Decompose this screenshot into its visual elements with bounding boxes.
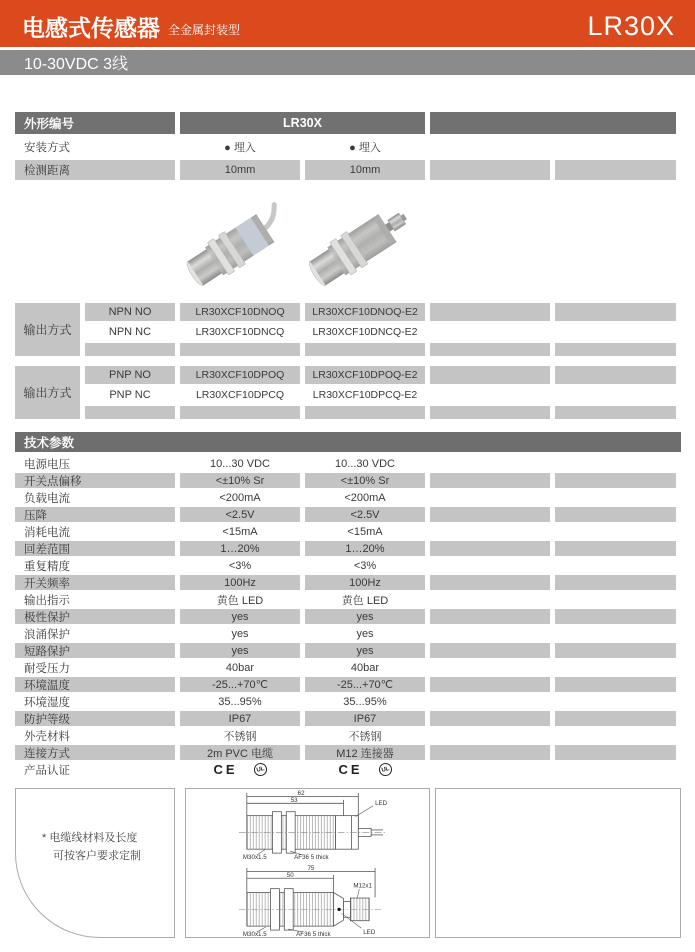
param-value: <2.5V bbox=[305, 507, 425, 522]
param-label: 产品认证 bbox=[24, 764, 70, 777]
param-value: yes bbox=[180, 609, 300, 624]
voltage-bar: 10-30VDC 3线 bbox=[0, 50, 695, 75]
param-value: <200mA bbox=[219, 491, 261, 504]
image-row-empty bbox=[555, 232, 676, 252]
param-value: 40bar bbox=[225, 661, 255, 674]
param-label: 环境温度 bbox=[15, 677, 175, 692]
tech-params-header: 技术参数 bbox=[15, 432, 681, 452]
dimension-drawings-box bbox=[185, 788, 430, 938]
param-row bbox=[15, 609, 681, 624]
selection-header-row bbox=[15, 112, 681, 134]
cell-empty bbox=[555, 406, 676, 419]
cell-empty bbox=[305, 343, 425, 356]
cell-empty bbox=[430, 524, 550, 539]
led-label-connector: LED bbox=[363, 929, 376, 936]
param-row bbox=[15, 643, 681, 658]
param-label: 负载电流 bbox=[24, 492, 70, 505]
param-row bbox=[15, 575, 681, 590]
model-number: LR30XCF10DPCQ-E2 bbox=[312, 389, 418, 401]
dim-overall-connector: 75 bbox=[307, 864, 315, 872]
param-label: 回差范围 bbox=[15, 541, 175, 556]
ce-mark: CE bbox=[338, 762, 363, 777]
output-type: NPN NC bbox=[108, 326, 152, 338]
sensor-photo-cable bbox=[180, 187, 300, 297]
output-mode-label: 输出方式 bbox=[15, 303, 80, 356]
param-value: 黄色 LED bbox=[341, 594, 389, 607]
param-label: 耐受压力 bbox=[24, 662, 70, 675]
bottom-section bbox=[15, 788, 681, 938]
cell-empty bbox=[430, 694, 550, 709]
param-row bbox=[15, 524, 681, 539]
cell-empty bbox=[555, 694, 676, 709]
cell-empty bbox=[555, 490, 676, 505]
cell-empty bbox=[305, 406, 425, 419]
param-label: 极性保护 bbox=[15, 609, 175, 624]
cell-empty bbox=[555, 660, 676, 675]
cell-empty bbox=[555, 541, 676, 556]
ce-mark: CE bbox=[213, 762, 238, 777]
cell-empty bbox=[555, 762, 676, 777]
model-number: LR30XCF10DNOQ-E2 bbox=[305, 303, 425, 321]
output-type: NPN NO bbox=[85, 303, 175, 321]
model-number: LR30XCF10DPOQ-E2 bbox=[305, 366, 425, 384]
param-value: -25...+70℃ bbox=[180, 677, 300, 692]
series-header: LR30X bbox=[180, 112, 425, 134]
param-value: yes bbox=[305, 643, 425, 658]
param-label: 电源电压 bbox=[24, 458, 70, 471]
selection-row bbox=[15, 137, 681, 157]
drawing-cable-version bbox=[239, 790, 388, 861]
param-row bbox=[15, 711, 681, 726]
cell-empty bbox=[430, 366, 550, 384]
cell-empty bbox=[430, 303, 550, 321]
page-subtitle: 全金属封装型 bbox=[168, 23, 241, 37]
thread-label-connector: M30x1.5 bbox=[242, 931, 267, 936]
cell-empty bbox=[430, 473, 550, 488]
sensor-cable-illustration bbox=[180, 187, 300, 297]
output-block bbox=[15, 366, 681, 419]
param-value: 40bar bbox=[350, 661, 380, 674]
param-row bbox=[15, 490, 681, 505]
param-value: 黄色 LED bbox=[216, 594, 264, 607]
model-number: LR30XCF10DNCQ-E2 bbox=[312, 326, 418, 338]
series-model: LR30X bbox=[587, 11, 675, 41]
param-value: 不锈钢 bbox=[223, 730, 257, 743]
ul-mark: UL bbox=[252, 762, 268, 778]
param-value: 不锈钢 bbox=[348, 730, 382, 743]
image-row-spacer bbox=[15, 232, 175, 252]
param-value: <±10% Sr bbox=[180, 473, 300, 488]
param-value: <2.5V bbox=[180, 507, 300, 522]
cell-empty bbox=[430, 507, 550, 522]
param-label: 环境湿度 bbox=[24, 696, 70, 709]
sensor-photo-connector bbox=[305, 187, 425, 297]
cell-empty bbox=[555, 609, 676, 624]
param-value: 10...30 VDC bbox=[210, 457, 270, 470]
drawing-connector-version bbox=[239, 865, 381, 936]
nut-label-connector: AF36 5 thick bbox=[296, 931, 331, 936]
cell-empty bbox=[180, 343, 300, 356]
dim-overall-cable: 62 bbox=[297, 790, 305, 797]
param-value: 35...95% bbox=[343, 695, 387, 708]
param-row bbox=[15, 456, 681, 471]
param-label: 重复精度 bbox=[24, 560, 70, 573]
cell-empty bbox=[430, 386, 550, 404]
param-value: <15mA bbox=[222, 525, 258, 538]
cell-value: ● 埋入 bbox=[224, 142, 256, 154]
cell-empty bbox=[430, 558, 550, 573]
cell-empty bbox=[430, 575, 550, 590]
param-label: 开关点偏移 bbox=[15, 473, 175, 488]
series-header-empty bbox=[430, 112, 676, 134]
model-number: LR30XCF10DNOQ bbox=[180, 303, 300, 321]
cell-empty bbox=[555, 160, 676, 180]
nut-label-cable: AF36 5 thick bbox=[294, 854, 329, 862]
param-value: IP67 bbox=[305, 711, 425, 726]
cell-empty bbox=[430, 643, 550, 658]
param-value: -25...+70℃ bbox=[305, 677, 425, 692]
cell-value: ● 埋入 bbox=[349, 142, 381, 154]
param-row bbox=[15, 541, 681, 556]
param-label: 压降 bbox=[15, 507, 175, 522]
cell-empty bbox=[180, 406, 300, 419]
cell-empty bbox=[555, 711, 676, 726]
param-value: <3% bbox=[228, 559, 252, 572]
param-row bbox=[15, 626, 681, 641]
cell-empty bbox=[430, 711, 550, 726]
param-value: <±10% Sr bbox=[305, 473, 425, 488]
cell-empty bbox=[555, 456, 676, 471]
cell-empty bbox=[430, 323, 550, 341]
cell-empty bbox=[430, 456, 550, 471]
image-row-empty bbox=[430, 232, 550, 252]
selection-rows bbox=[15, 137, 681, 180]
param-value: 100Hz bbox=[180, 575, 300, 590]
param-rows bbox=[15, 456, 681, 777]
cell-empty bbox=[85, 406, 175, 419]
cell-empty bbox=[430, 406, 550, 419]
output-type: PNP NC bbox=[109, 389, 151, 401]
param-value: yes bbox=[356, 627, 374, 640]
cell-empty bbox=[430, 541, 550, 556]
param-value: <200mA bbox=[344, 491, 386, 504]
param-row bbox=[15, 762, 681, 777]
dim-thread-cable: 53 bbox=[290, 797, 298, 805]
header-bar bbox=[0, 0, 695, 47]
param-label: 连接方式 bbox=[15, 745, 175, 760]
cell-empty bbox=[555, 592, 676, 607]
param-row bbox=[15, 694, 681, 709]
selection-row bbox=[15, 160, 681, 180]
footnote-line1: * 电缆线材料及长度 bbox=[42, 832, 138, 845]
cell-empty bbox=[555, 643, 676, 658]
cell-empty bbox=[555, 626, 676, 641]
cell-empty bbox=[430, 660, 550, 675]
param-value: 10...30 VDC bbox=[335, 457, 395, 470]
cell-empty bbox=[555, 137, 676, 157]
cell-empty bbox=[555, 386, 676, 404]
model-number: LR30XCF10DPOQ bbox=[180, 366, 300, 384]
param-label: 短路保护 bbox=[15, 643, 175, 658]
cell-empty bbox=[430, 626, 550, 641]
model-number: LR30XCF10DPCQ bbox=[195, 389, 285, 401]
param-value: yes bbox=[180, 643, 300, 658]
output-mode-label: 输出方式 bbox=[15, 366, 80, 419]
param-label: 消耗电流 bbox=[24, 526, 70, 539]
cell-empty bbox=[555, 507, 676, 522]
model-number: LR30XCF10DNCQ bbox=[195, 326, 285, 338]
row-label: 安装方式 bbox=[24, 142, 70, 154]
cell-empty bbox=[555, 558, 676, 573]
cell-empty bbox=[430, 592, 550, 607]
led-label-cable: LED bbox=[375, 799, 388, 807]
param-value: 35...95% bbox=[218, 695, 262, 708]
param-row bbox=[15, 592, 681, 607]
param-row bbox=[15, 507, 681, 522]
footnote-box bbox=[15, 788, 175, 938]
cell-empty bbox=[555, 524, 676, 539]
cell-empty bbox=[555, 366, 676, 384]
product-images-row bbox=[15, 183, 681, 301]
footnote-line2: 可按客户要求定制 bbox=[53, 850, 141, 862]
param-row bbox=[15, 660, 681, 675]
param-row bbox=[15, 677, 681, 692]
param-value: 2m PVC 电缆 bbox=[180, 745, 300, 760]
cell-value: 10mm bbox=[305, 160, 425, 180]
param-value: M12 连接器 bbox=[305, 745, 425, 760]
cell-empty bbox=[555, 745, 676, 760]
cell-empty bbox=[555, 303, 676, 321]
page-title: 电感式传感器 bbox=[22, 15, 160, 41]
param-row bbox=[15, 728, 681, 743]
certification-marks bbox=[180, 762, 300, 777]
param-value: 100Hz bbox=[305, 575, 425, 590]
sensor-connector-illustration bbox=[305, 187, 425, 297]
param-value: <15mA bbox=[347, 525, 383, 538]
cell-empty bbox=[430, 137, 550, 157]
empty-drawings-box bbox=[435, 788, 681, 938]
connector-label: M12x1 bbox=[353, 882, 372, 890]
param-label: 外壳材料 bbox=[24, 730, 70, 743]
led-dot bbox=[337, 908, 340, 911]
param-value: 1…20% bbox=[180, 541, 300, 556]
cell-empty bbox=[555, 575, 676, 590]
param-label: 防护等级 bbox=[15, 711, 175, 726]
param-row bbox=[15, 745, 681, 760]
cell-empty bbox=[430, 728, 550, 743]
cell-empty bbox=[430, 677, 550, 692]
certification-marks bbox=[305, 762, 425, 777]
cell-empty bbox=[555, 677, 676, 692]
cell-empty bbox=[555, 323, 676, 341]
param-row bbox=[15, 473, 681, 488]
cell-empty bbox=[430, 762, 550, 777]
dim-body-connector: 50 bbox=[286, 872, 294, 880]
ul-mark: UL bbox=[377, 762, 393, 778]
param-value: 1…20% bbox=[305, 541, 425, 556]
param-value: <3% bbox=[353, 559, 377, 572]
param-label: 输出指示 bbox=[24, 594, 70, 607]
cell-empty bbox=[430, 160, 550, 180]
cell-empty bbox=[555, 473, 676, 488]
param-label: 浪涌保护 bbox=[24, 628, 70, 641]
shape-code-header: 外形编号 bbox=[15, 112, 175, 134]
param-value: yes bbox=[231, 627, 249, 640]
cell-value: 10mm bbox=[180, 160, 300, 180]
thread-label-cable: M30x1.5 bbox=[242, 854, 267, 862]
cell-empty bbox=[430, 745, 550, 760]
cell-empty bbox=[430, 609, 550, 624]
cell-empty bbox=[555, 728, 676, 743]
param-label: 开关频率 bbox=[15, 575, 175, 590]
cell-empty bbox=[555, 343, 676, 356]
cell-empty bbox=[430, 343, 550, 356]
param-row bbox=[15, 558, 681, 573]
table-content bbox=[15, 112, 681, 938]
param-value: yes bbox=[305, 609, 425, 624]
row-label: 检测距离 bbox=[15, 160, 175, 180]
output-type: PNP NO bbox=[85, 366, 175, 384]
cell-empty bbox=[85, 343, 175, 356]
output-block bbox=[15, 303, 681, 356]
dimension-drawings bbox=[187, 790, 428, 936]
param-value: IP67 bbox=[180, 711, 300, 726]
cell-empty bbox=[430, 490, 550, 505]
output-blocks bbox=[15, 303, 681, 419]
